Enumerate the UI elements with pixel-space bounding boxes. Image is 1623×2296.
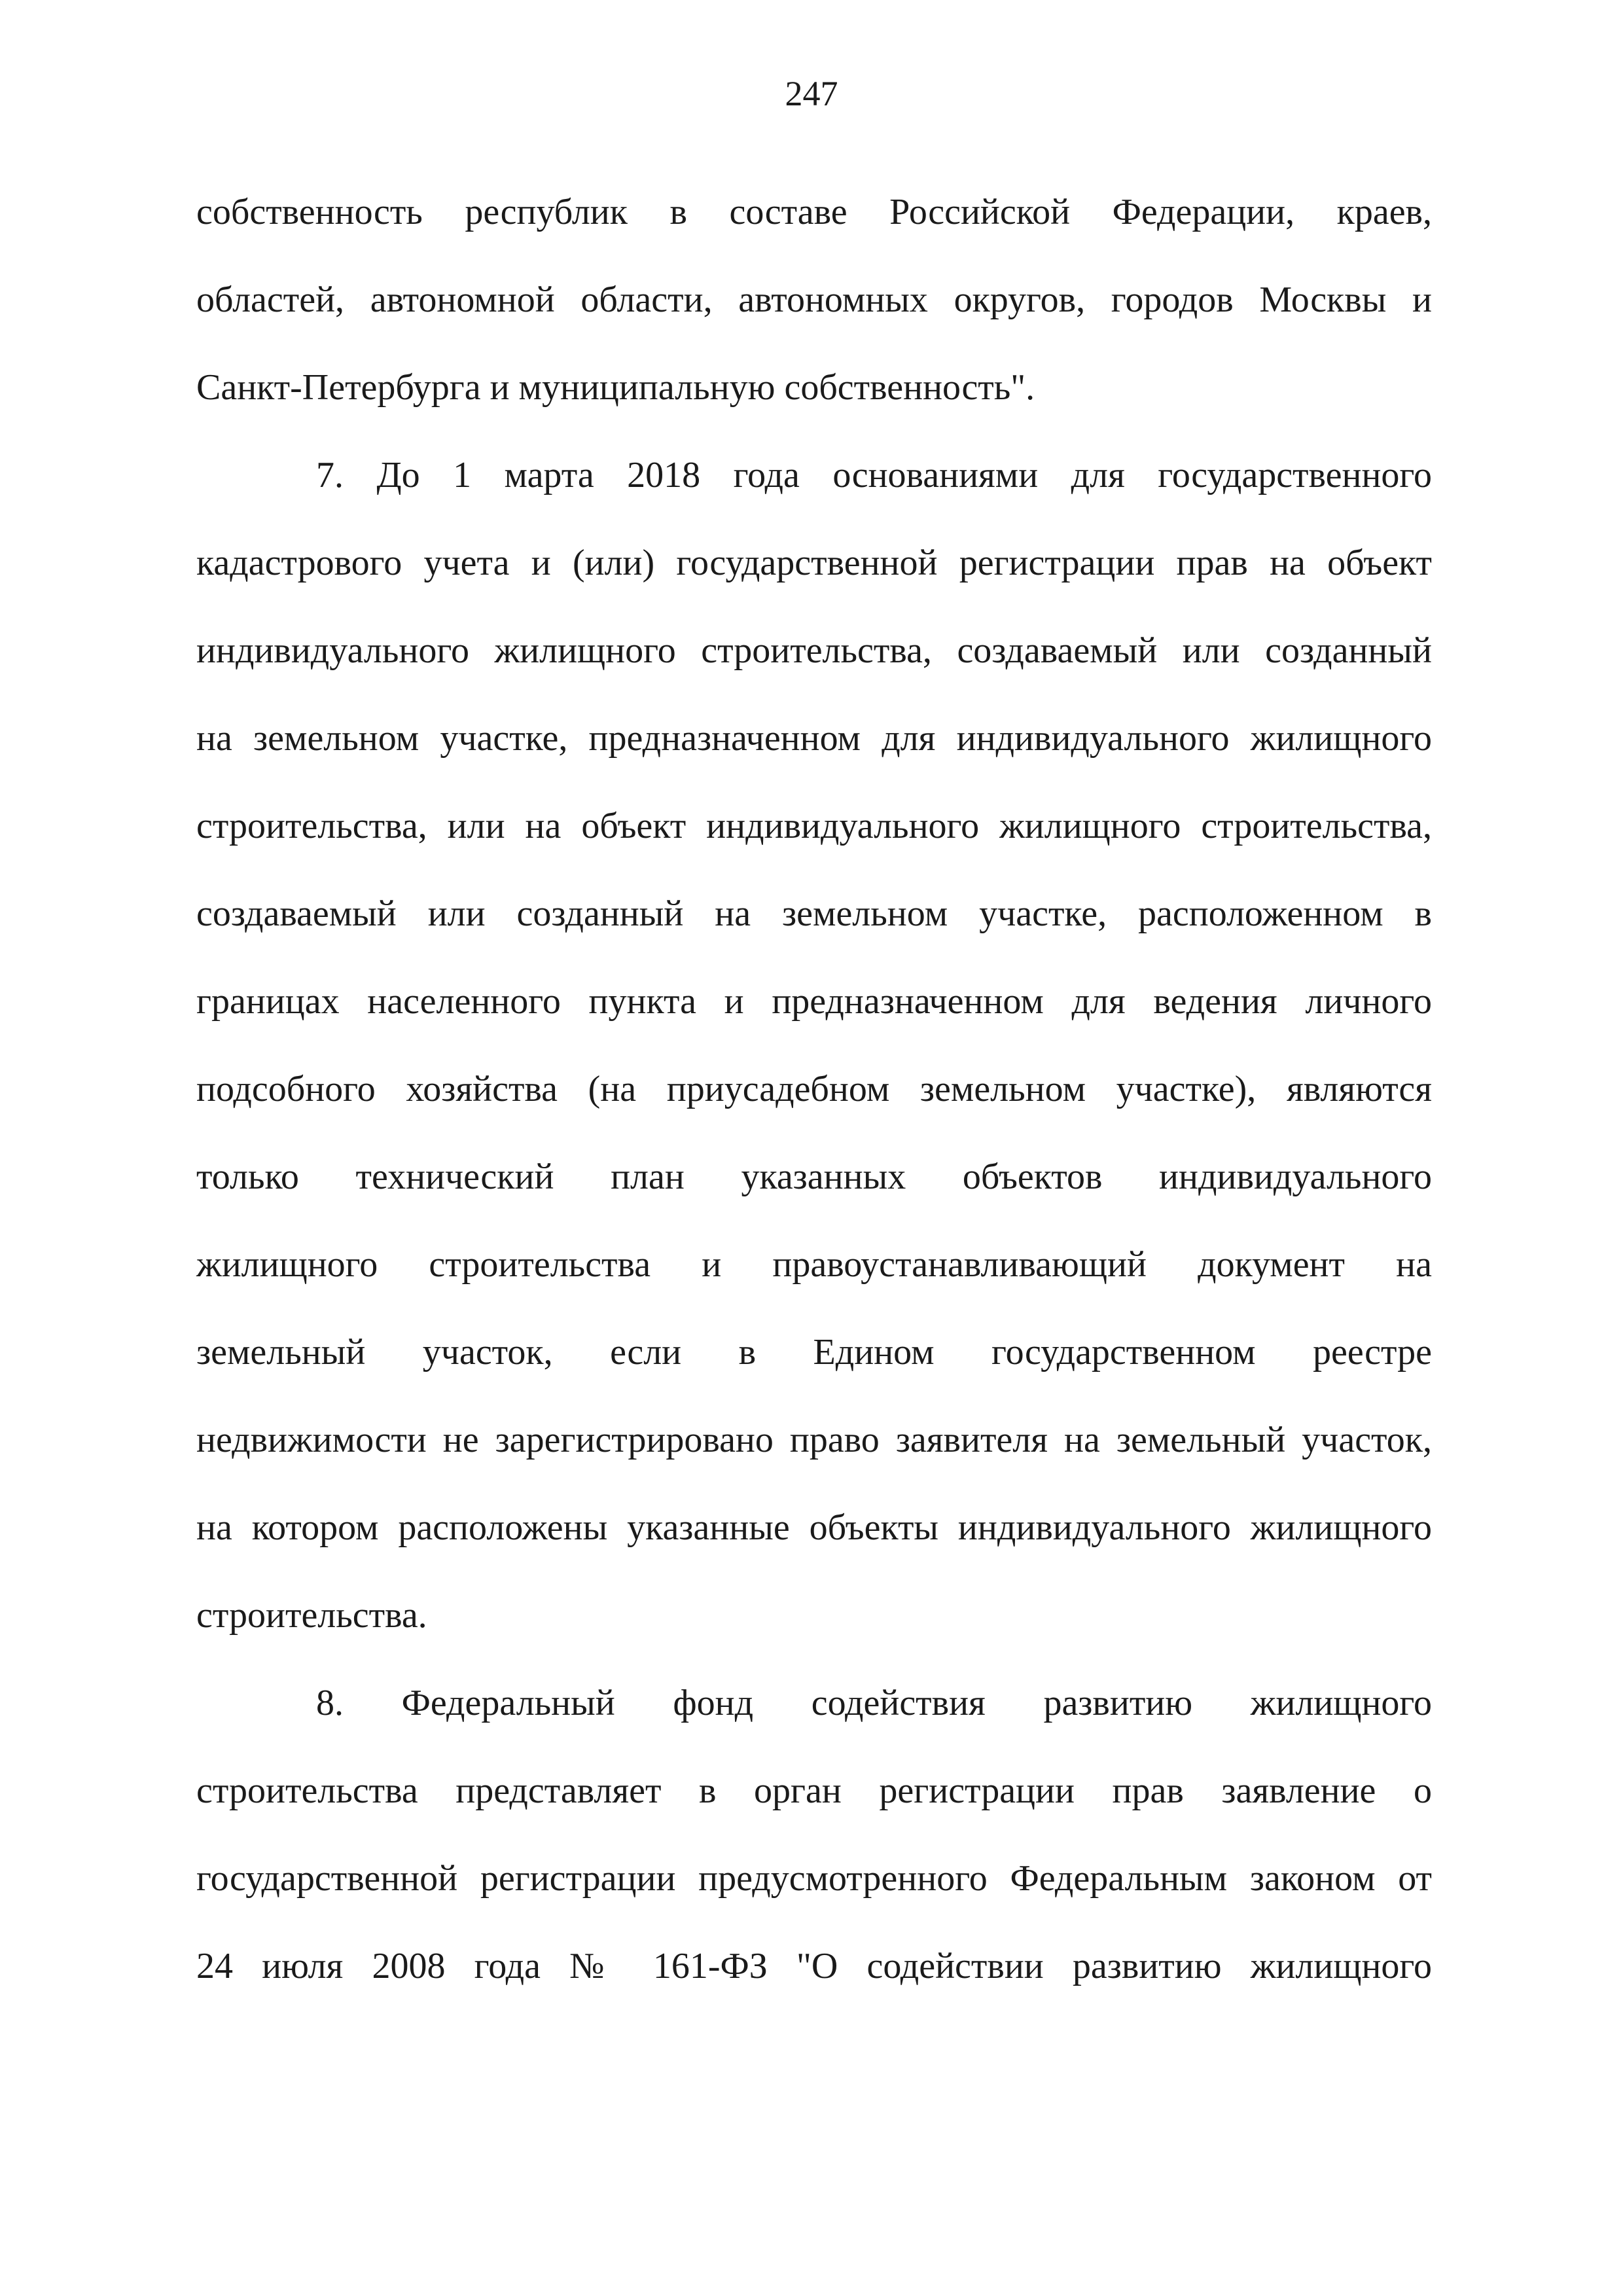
text-line: на котором расположены указанные объекты индивидуального жилищного — [196, 1507, 1432, 1548]
text-line: недвижимости не зарегистрировано право заявителя на земельный участок, — [196, 1420, 1432, 1460]
text-line: создаваемый или созданный на земельном участке, расположенном в — [196, 893, 1432, 934]
text-line: строительства, или на объект индивидуального жилищного строительства, — [196, 806, 1432, 846]
paragraph-7-first-line: 7. До 1 марта 2018 года основаниями для государственного — [316, 455, 1432, 495]
page-number: 247 — [785, 74, 838, 113]
text-line: на земельном участке, предназначенном для индивидуального жилищного — [196, 718, 1432, 759]
text-line: границах населенного пункта и предназначенном для ведения личного — [196, 981, 1432, 1022]
text-line: только технический план указанных объектов индивидуального — [196, 1157, 1432, 1197]
text-line: строительства представляет в орган регистрации прав заявление о — [196, 1770, 1432, 1811]
text-line: земельный участок, если в Едином государственном реестре — [196, 1332, 1432, 1372]
text-line: собственность республик в составе Российской Федерации, краев, — [196, 192, 1432, 232]
text-line: Санкт-Петербурга и муниципальную собственность". — [196, 367, 1035, 408]
text-line: кадастрового учета и (или) государственной регистрации прав на объект — [196, 543, 1432, 583]
text-line: жилищного строительства и правоустанавливающий документ на — [196, 1244, 1432, 1285]
text-line: 24 июля 2008 года № 161-ФЗ "О содействии развитию жилищного — [196, 1946, 1432, 1986]
text-line: индивидуального жилищного строительства, создаваемый или созданный — [196, 630, 1432, 671]
text-line: государственной регистрации предусмотренного Федеральным законом от — [196, 1858, 1432, 1899]
text-line: подсобного хозяйства (на приусадебном земельном участке), являются — [196, 1069, 1432, 1109]
text-line: строительства. — [196, 1595, 427, 1636]
text-line: областей, автономной области, автономных округов, городов Москвы и — [196, 279, 1432, 320]
paragraph-8-first-line: 8. Федеральный фонд содействия развитию жилищного — [316, 1683, 1432, 1723]
